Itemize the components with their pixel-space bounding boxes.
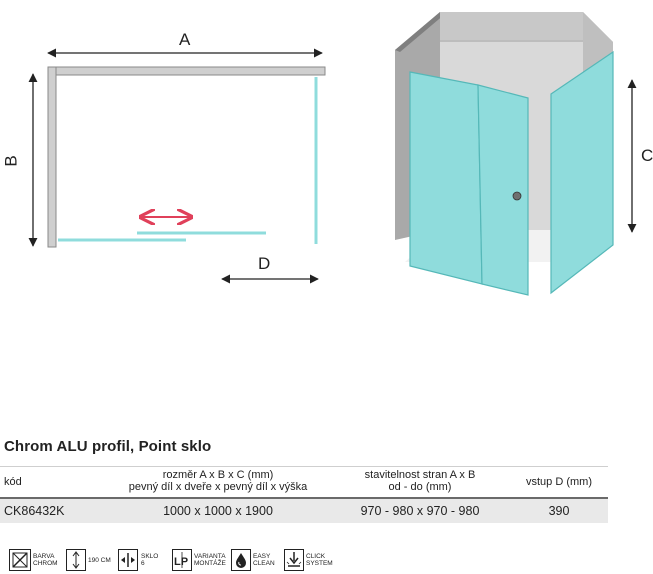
glass-thickness-icon	[118, 549, 138, 571]
feature-click-line2: SYSTEM	[306, 560, 333, 567]
water-drop-icon	[231, 549, 251, 571]
row-entry: 390	[548, 504, 570, 518]
front-fixed-glass	[410, 72, 482, 284]
feature-click-system	[284, 549, 340, 571]
feature-easy-clean-line2: CLEAN	[253, 560, 275, 567]
feature-color-line1: BARVA	[33, 553, 55, 560]
table-row	[0, 499, 608, 523]
dimension-a-label: A	[179, 30, 191, 49]
header-entry: vstup D (mm)	[526, 476, 592, 488]
height-arrow-icon	[66, 549, 86, 571]
feature-mounting	[172, 549, 228, 571]
feature-mounting-line2: MONTÁŽE	[194, 560, 226, 567]
feature-color	[9, 549, 61, 571]
back-wall	[48, 67, 325, 75]
header-adjust-line1: stavitelnost stran A x B	[364, 469, 476, 481]
feature-color-line2: CHROM	[33, 560, 58, 567]
dimension-d-label: D	[258, 254, 271, 273]
feature-glass	[118, 549, 164, 571]
product-title: Chrom ALU profil, Point sklo	[4, 438, 212, 455]
dimension-c-label: C	[641, 146, 653, 165]
left-wall	[48, 67, 56, 247]
color-swatch-icon	[9, 549, 31, 571]
header-size-line1: rozměr A x B x C (mm)	[162, 469, 274, 481]
header-size-line2: pevný díl x dveře x pevný díl x výška	[128, 481, 308, 493]
row-code: CK86432K	[4, 504, 65, 518]
header-adjust-line2: od - do (mm)	[388, 481, 452, 493]
right-side-glass	[551, 52, 613, 293]
lp-mounting-icon	[172, 549, 192, 571]
front-door-glass	[478, 85, 528, 295]
feature-click-line1: CLICK	[306, 553, 326, 560]
header-code: kód	[4, 476, 22, 488]
row-adjust: 970 - 980 x 970 - 980	[360, 504, 480, 518]
row-size: 1000 x 1000 x 1900	[163, 504, 273, 518]
click-system-icon	[284, 549, 304, 571]
door-knob-icon	[513, 192, 521, 200]
spec-table-header	[0, 466, 608, 499]
cabin-top-edge-inner	[440, 12, 583, 40]
feature-height	[66, 549, 112, 571]
feature-mounting-line1: VARIANTA	[194, 553, 226, 560]
feature-easy-clean	[231, 549, 279, 571]
dimension-b-label: B	[1, 155, 21, 167]
feature-height-line1: 190 CM	[88, 557, 111, 564]
svg-text:LP: LP	[174, 556, 189, 568]
feature-easy-clean-line1: EASY	[253, 553, 271, 560]
feature-glass-line2: 6	[141, 560, 145, 567]
feature-glass-line1: SKLO	[141, 553, 159, 560]
